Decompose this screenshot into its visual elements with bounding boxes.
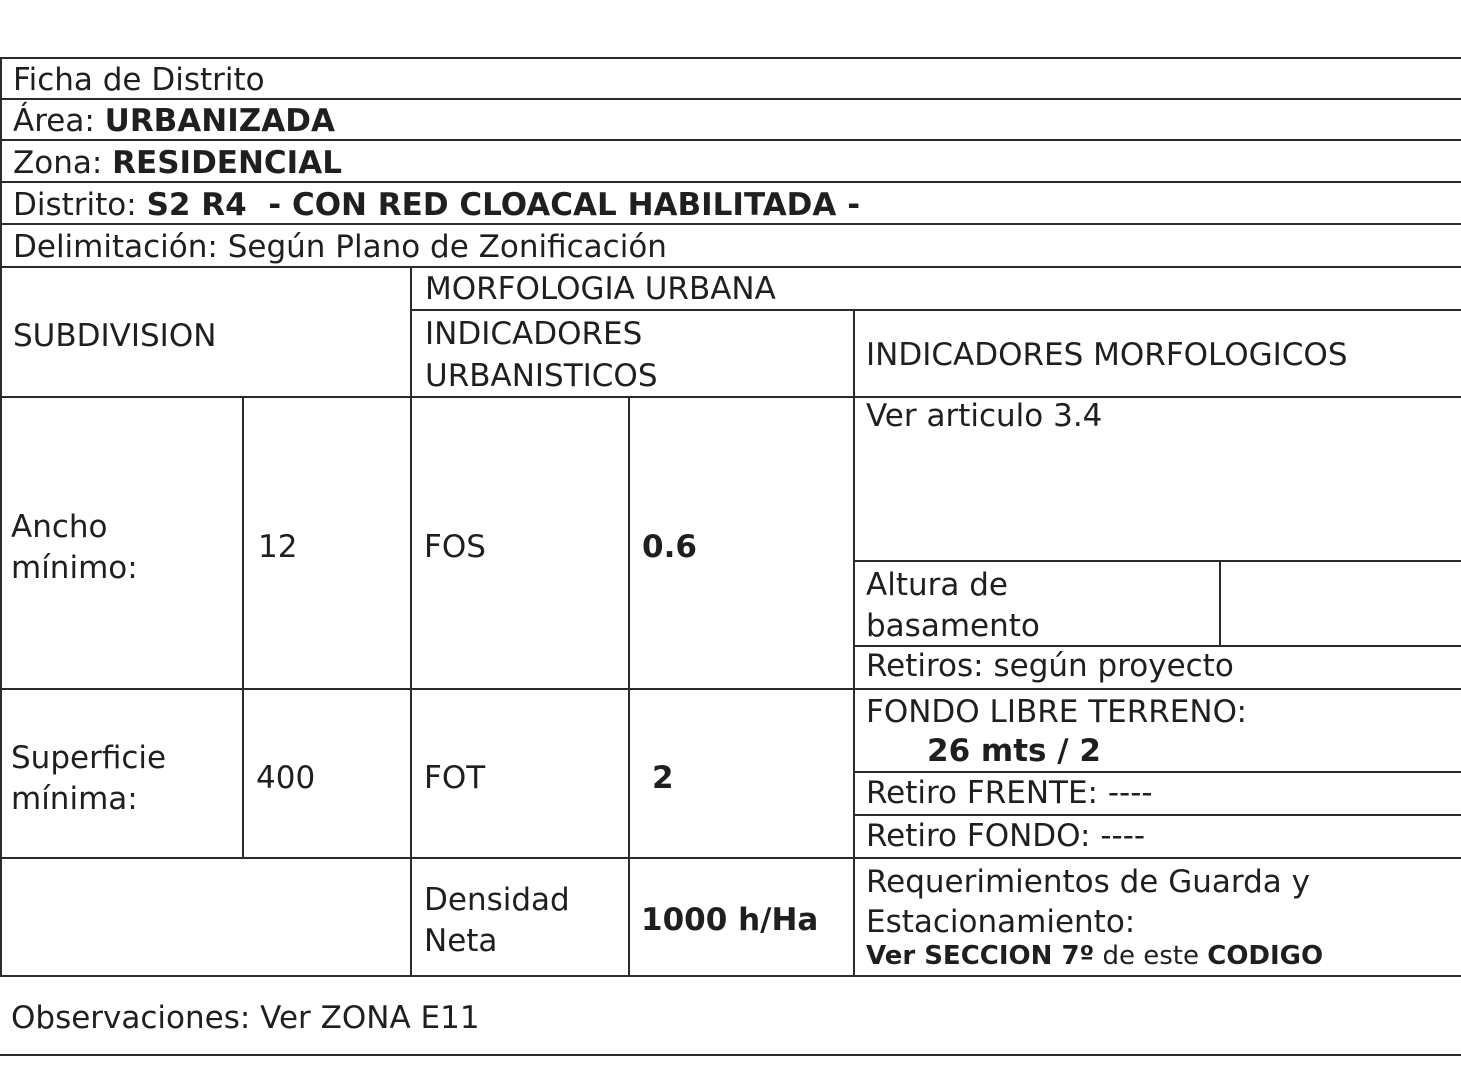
indicadores-urbanisticos-line1: INDICADORES [425,316,643,352]
delimitacion-row: Delimitación: Según Plano de Zonificación [13,229,667,265]
superficie-label-line1: Superficie [11,740,167,776]
req-bold-b: CODIGO [1207,941,1324,971]
zona-row [13,143,342,183]
retiros: Retiros: según proyecto [866,648,1234,684]
superficie-value: 400 [256,760,316,796]
req-bold-a: Ver SECCION 7º [866,941,1095,971]
requerimientos-line1: Requerimientos de Guarda y [866,864,1310,900]
altura-line2: basamento [866,608,1040,644]
rule [0,57,1461,59]
superficie-label-line2: mínima: [11,781,138,817]
densidad-label-line1: Densidad [424,882,570,918]
observaciones: Observaciones: Ver ZONA E11 [11,1000,480,1036]
fos-value: 0.6 [642,529,697,565]
fondo-libre-value: 26 mts / 2 [927,733,1101,769]
area-value: URBANIZADA [104,103,335,139]
req-normal: de este [1094,941,1208,971]
ver-articulo: Ver articulo 3.4 [866,398,1103,434]
altura-line1: Altura de [866,567,1008,603]
densidad-label-line2: Neta [424,923,498,959]
fondo-libre-label: FONDO LIBRE TERRENO: [866,694,1247,730]
distrito-value: S2 R4 - CON RED CLOACAL HABILITADA - [146,187,861,223]
fot-label: FOT [424,760,486,796]
rule [0,975,1461,977]
rule [242,396,244,859]
indicadores-urbanisticos-line2: URBANISTICOS [425,358,658,394]
area-label: Área: [13,103,105,139]
zona-label: Zona: [13,145,113,181]
subdivision-heading: SUBDIVISION [13,318,217,354]
zona-value: RESIDENCIAL [112,145,342,181]
ancho-label-line1: Ancho [11,509,108,545]
retiro-frente: Retiro FRENTE: ---- [866,775,1153,811]
rule [628,396,630,977]
densidad-value: 1000 h/Ha [641,902,819,938]
rule [0,857,1461,859]
retiro-fondo: Retiro FONDO: ---- [866,818,1146,854]
sheet-title: Ficha de Distrito [13,62,265,98]
rule [410,309,1461,311]
rule [854,560,1461,562]
area-row [13,101,335,141]
ancho-value: 12 [258,529,298,565]
fos-label: FOS [424,529,486,565]
rule [1219,560,1221,647]
rule [0,57,2,977]
indicadores-morfologicos-heading: INDICADORES MORFOLOGICOS [866,337,1348,373]
ancho-label-line2: mínimo: [11,550,138,586]
rule [410,266,412,977]
rule [0,688,1461,690]
rule [0,396,1461,398]
distrito-label: Distrito: [13,187,147,223]
requerimientos-line2: Estacionamiento: [866,904,1136,940]
morfologia-heading: MORFOLOGIA URBANA [425,271,776,307]
rule [0,1054,1461,1056]
fot-value: 2 [652,760,674,796]
requerimientos-line3 [866,938,1323,974]
distrito-row [13,185,860,225]
rule [853,309,855,977]
